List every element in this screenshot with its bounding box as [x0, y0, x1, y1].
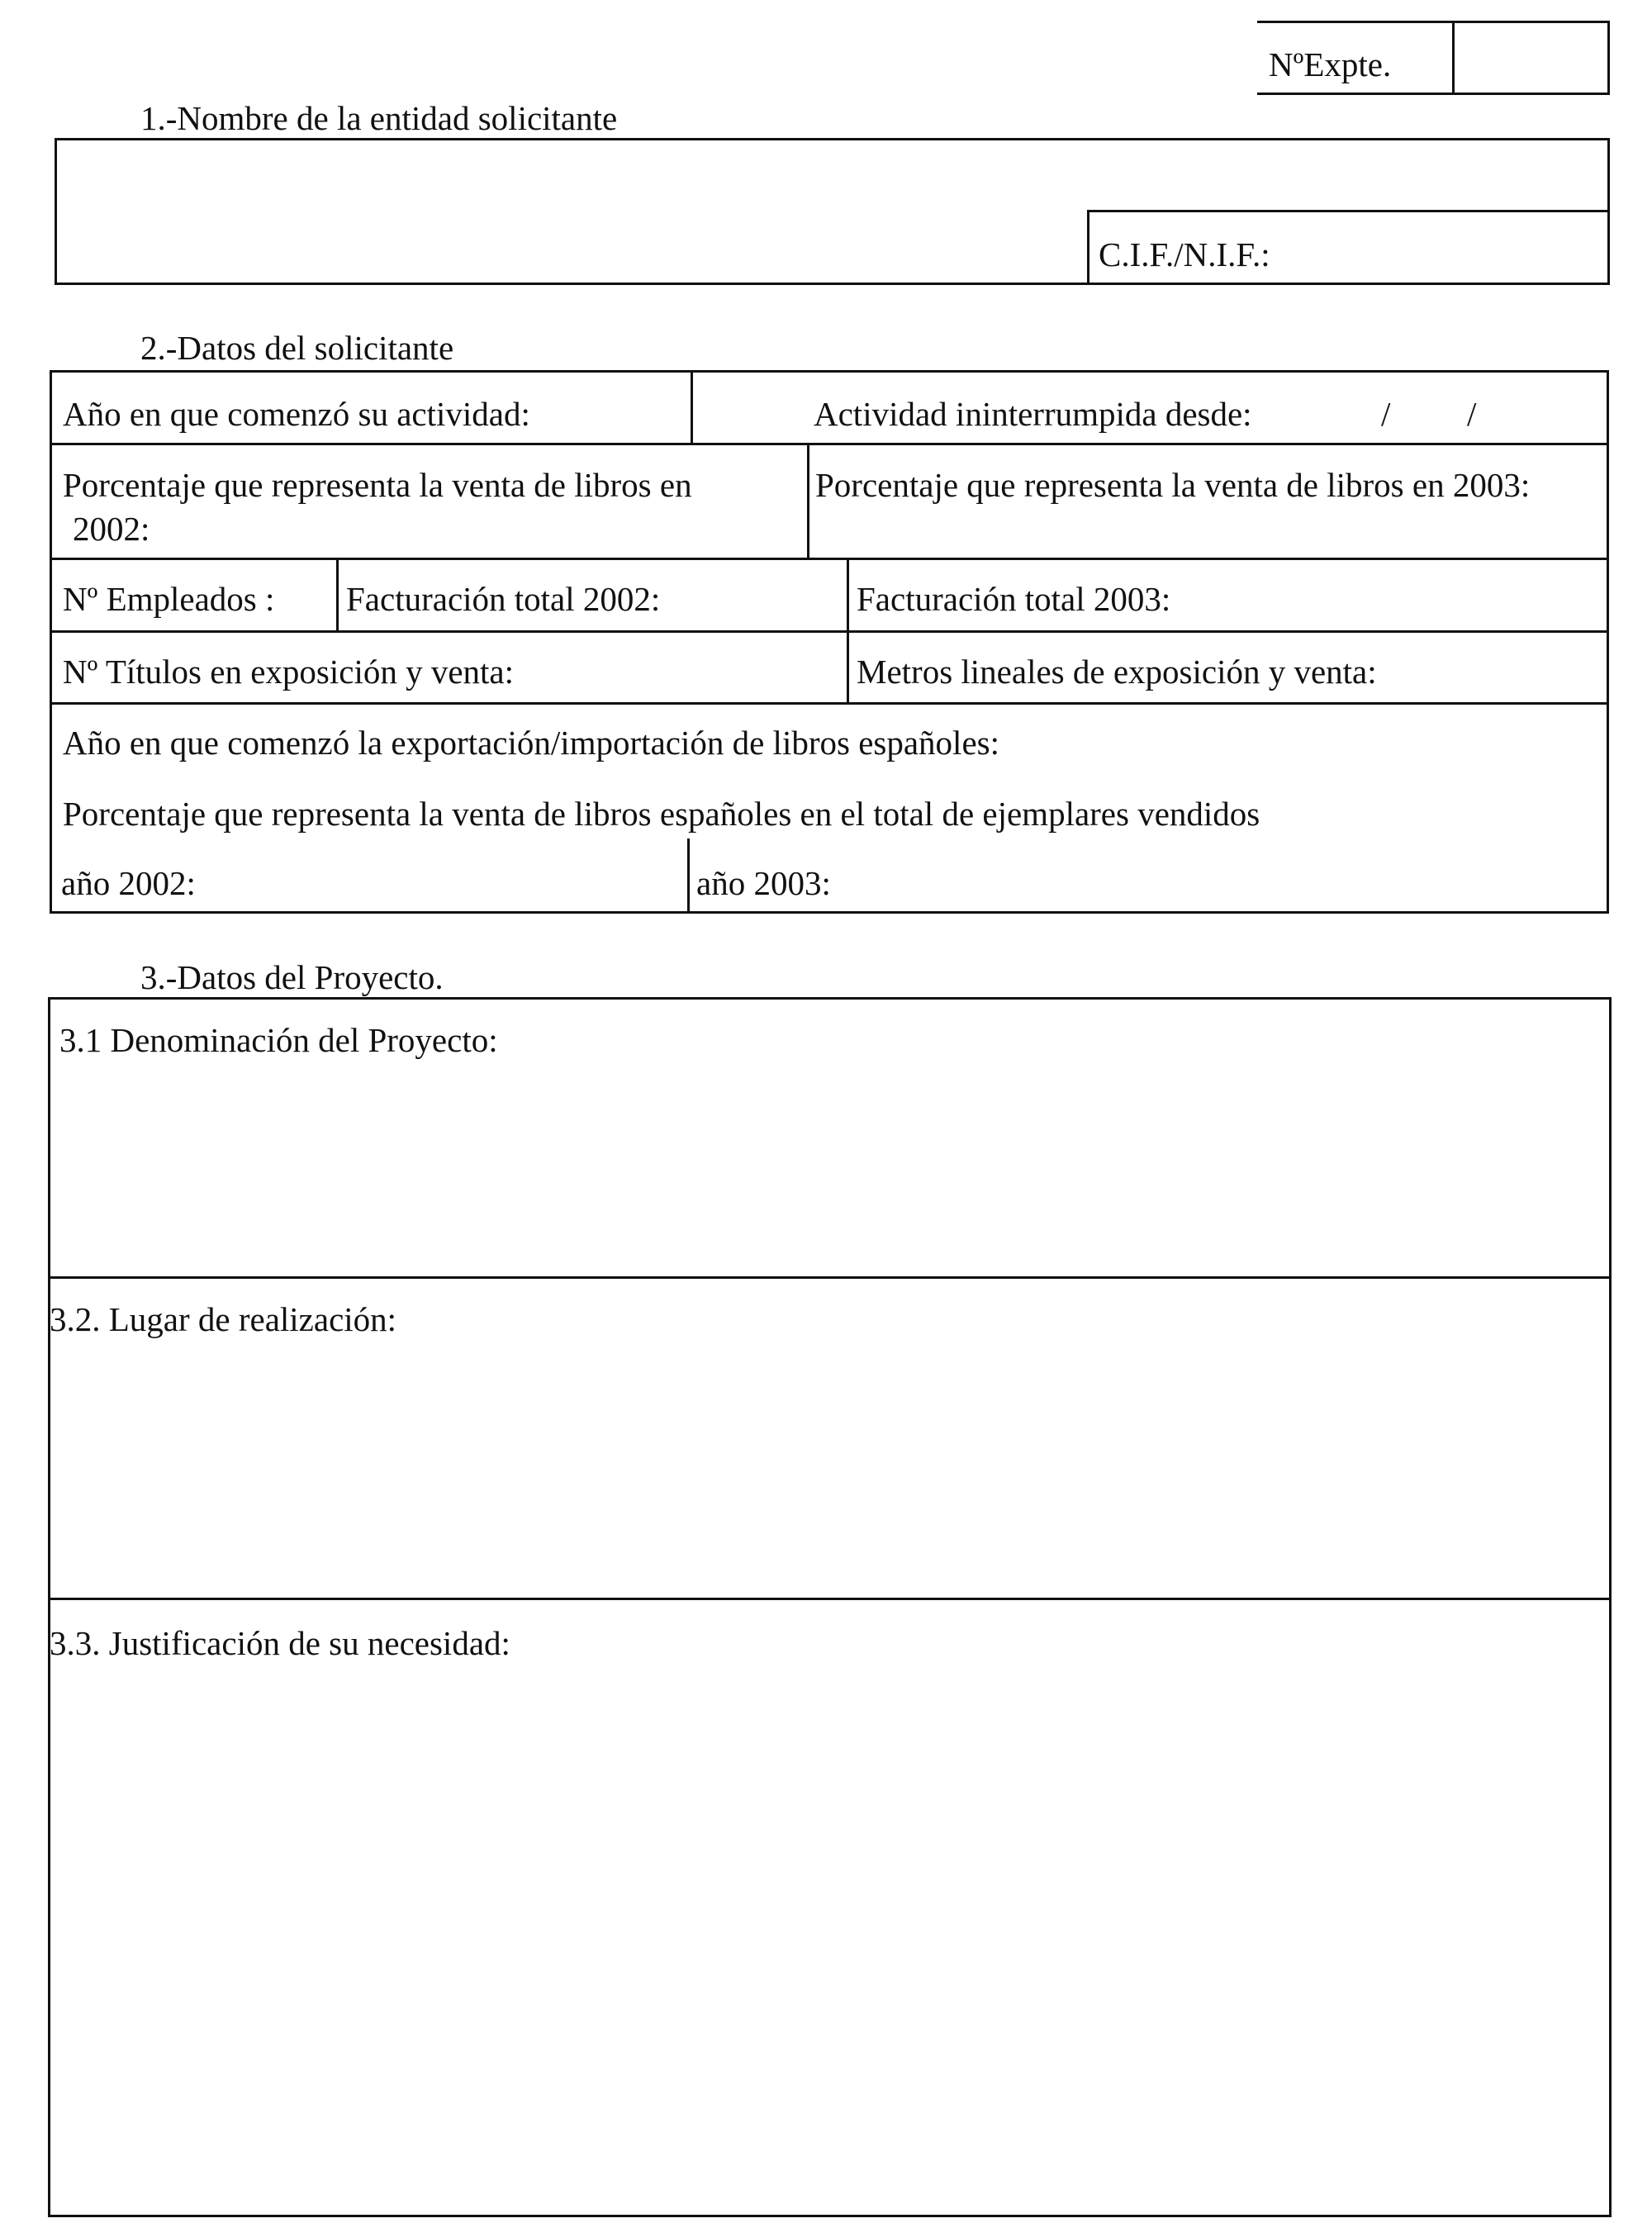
- denominacion-field[interactable]: [53, 1066, 1606, 1272]
- row-divider-3: [50, 630, 1609, 633]
- porcentaje-2002-label-line2: 2002:: [73, 510, 150, 548]
- col-divider-row1: [691, 370, 693, 444]
- expte-label: NºExpte.: [1269, 45, 1392, 83]
- section-2-title: 2.-Datos del solicitante: [140, 329, 454, 367]
- facturacion-2002-label: Facturación total 2002:: [346, 580, 661, 618]
- facturacion-2003-label: Facturación total 2003:: [857, 580, 1171, 618]
- entity-name-field[interactable]: [59, 142, 1604, 208]
- anio-export-label: Año en que comenzó la exportación/importación de libros españoles:: [63, 724, 999, 762]
- section-1-title: 1.-Nombre de la entidad solicitante: [140, 99, 618, 137]
- cif-field[interactable]: [1305, 215, 1606, 283]
- date-slash-2: /: [1467, 395, 1477, 433]
- row-divider-4: [50, 702, 1609, 705]
- denominacion-label: 3.1 Denominación del Proyecto:: [59, 1021, 498, 1059]
- anio-inicio-label: Año en que comenzó su actividad:: [63, 395, 530, 433]
- porcentaje-2002-label-line1: Porcentaje que representa la venta de libros en: [63, 466, 692, 504]
- expte-divider: [1452, 21, 1455, 95]
- lugar-label: 3.2. Lugar de realización:: [50, 1300, 397, 1338]
- justificacion-label: 3.3. Justificación de su necesidad:: [50, 1624, 510, 1662]
- anio-2003-label: año 2003:: [696, 864, 831, 902]
- titulos-label: Nº Títulos en exposición y venta:: [63, 653, 515, 691]
- actividad-desde-label: Actividad ininterrumpida desde:: [814, 395, 1252, 433]
- date-slash-1: /: [1381, 395, 1391, 433]
- project-divider-2: [48, 1598, 1612, 1600]
- col-divider-row3-b: [847, 558, 849, 704]
- anio-2002-label: año 2002:: [61, 864, 196, 902]
- col-divider-row2: [807, 443, 809, 559]
- cif-label: C.I.F./N.I.F.:: [1099, 235, 1270, 273]
- cif-left-border: [1087, 210, 1089, 285]
- porcentaje-espanoles-label: Porcentaje que representa la venta de libros españoles en el total de ejemplares vendidos: [63, 795, 1260, 833]
- row-divider-1: [50, 443, 1609, 445]
- empleados-label: Nº Empleados :: [63, 580, 275, 618]
- expte-bottom-border: [1257, 93, 1610, 95]
- lugar-field[interactable]: [53, 1345, 1606, 1593]
- project-divider-1: [48, 1276, 1612, 1279]
- section-3-title: 3.-Datos del Proyecto.: [140, 958, 444, 996]
- porcentaje-2003-label: Porcentaje que representa la venta de libros en 2003:: [815, 466, 1531, 504]
- row-divider-2: [50, 558, 1609, 560]
- expte-top-border: [1257, 21, 1610, 23]
- metros-label: Metros lineales de exposición y venta:: [857, 653, 1377, 691]
- expte-right-border: [1607, 21, 1610, 95]
- col-divider-row3-a: [336, 558, 339, 632]
- justificacion-field[interactable]: [53, 1669, 1606, 2210]
- expte-number-field[interactable]: [1455, 24, 1606, 92]
- col-divider-years: [687, 838, 690, 914]
- cif-top-border: [1087, 210, 1610, 212]
